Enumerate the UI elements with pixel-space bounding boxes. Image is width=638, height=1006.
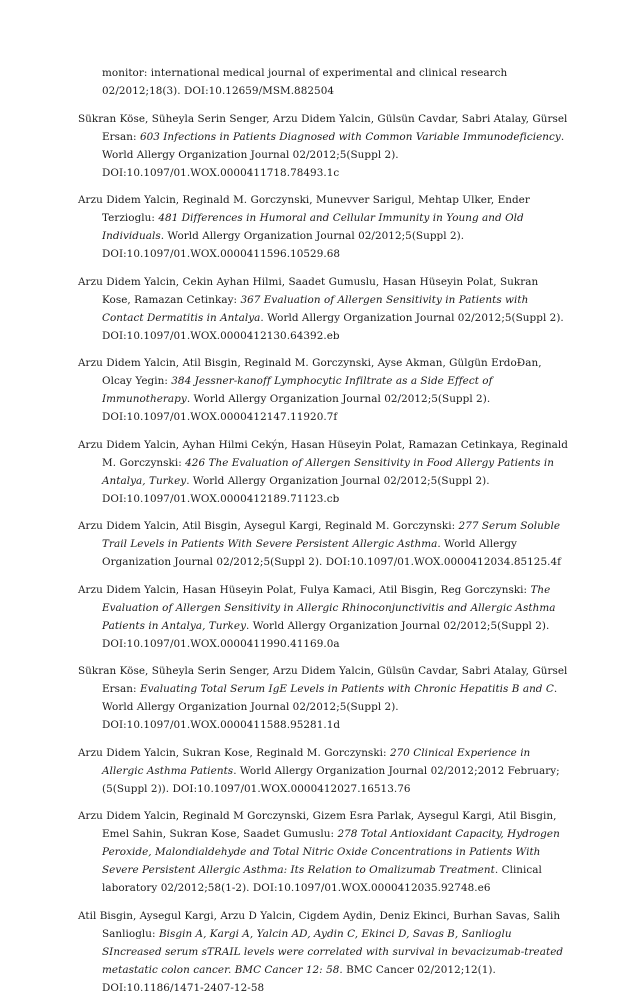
reference-item xyxy=(78,744,568,798)
reference-title: Bisgin A, Kargi A, Yalcin AD, Aydin C, Ekinci D, Savas B, Sanlioglu SIncreased serum sTRAIL levels were correlated with survival in bevacizumab-treated metastatic colon cancer. BMC Cancer 12: 58 xyxy=(102,927,564,976)
reference-list xyxy=(78,64,568,1006)
reference-item xyxy=(78,662,568,734)
reference-details: . World Allergy Organization Journal 02/2012;5(Suppl 2). DOI:10.1097/01.WOX.0000411718.78493.1c xyxy=(102,130,565,179)
reference-details: . BMC Cancer 02/2012;12(1). DOI:10.1186/1471-2407-12-58 xyxy=(102,963,496,994)
reference-title: 481 Differences in Humoral and Cellular Immunity in Young and Old Individuals xyxy=(102,212,524,242)
reference-title: 426 The Evaluation of Allergen Sensitivity in Food Allergy Patients in Antalya, Turkey xyxy=(102,456,554,487)
reference-title: 277 Serum Soluble Trail Levels in Patients With Severe Persistent Allergic Asthma xyxy=(102,520,561,550)
reference-details: . World Allergy Organization Journal 02/2012;5(Suppl 2). DOI:10.1097/01.WOX.0000412189.71123.cb xyxy=(102,474,490,505)
reference-details: . World Allergy Organization Journal 02/2012;5(Suppl 2). DOI:10.1097/01.WOX.0000411596.10529.68 xyxy=(102,230,465,260)
reference-item xyxy=(78,110,568,182)
reference-authors: Arzu Didem Yalcin, Reginald M. Gorczynski, Munevver Sarigul, Mehtap Ulker, Ender Terzioglu: xyxy=(78,194,530,224)
reference-title: 367 Evaluation of Allergen Sensitivity in Patients with Contact Dermatitis in Antalya xyxy=(102,293,529,324)
reference-details: . World Allergy Organization Journal 02/2012;5(Suppl 2). DOI:10.1097/01.WOX.0000412034.85125.4f xyxy=(102,538,562,568)
reference-details: . World Allergy Organization Journal 02/2012;5(Suppl 2). DOI:10.1097/01.WOX.0000412147.11920.7f xyxy=(102,393,491,423)
reference-details: . Clinical laboratory 02/2012;58(1-2). DOI:10.1097/01.WOX.0000412035.92748.e6 xyxy=(102,864,542,894)
reference-item xyxy=(78,273,568,345)
reference-details: . World Allergy Organization Journal 02/2012;5(Suppl 2). DOI:10.1097/01.WOX.0000412130.64392.eb xyxy=(102,311,564,342)
reference-authors: Arzu Didem Yalcin, Cekin Ayhan Hilmi, Saadet Gumuslu, Hasan Hüseyin Polat, Sukran Kose, Ramazan Cetinkay: xyxy=(78,275,539,306)
reference-authors: Atil Bisgin, Aysegul Kargi, Arzu D Yalcin, Cigdem Aydin, Deniz Ekinci, Burhan Savas, Salih Sanlioglu: xyxy=(78,909,561,940)
reference-item xyxy=(78,436,568,508)
reference-authors: Sükran Köse, Süheyla Serin Senger, Arzu Didem Yalcin, Gülsün Cavdar, Sabri Atalay, Gürsel Ersan: xyxy=(78,112,568,143)
reference-item xyxy=(78,354,568,426)
reference-title: 278 Total Antioxidant Capacity, Hydrogen Peroxide, Malondialdehyde and Total Nitric Oxide Concentrations in Patients With Severe Persistent Allergic Asthma: Its Relation to Omalizumab Treatment xyxy=(102,828,560,876)
reference-item xyxy=(78,191,568,263)
reference-details: monitor: international medical journal of experimental and clinical research 02/2012;18(3). DOI:10.12659/MSM.882504 xyxy=(102,67,508,97)
reference-title: 603 Infections in Patients Diagnosed with Common Variable Immunodeficiency xyxy=(139,130,561,143)
reference-title: 384 Jessner-kanoff Lymphocytic Infiltrate as a Side Effect of Immunotherapy xyxy=(102,375,493,405)
reference-item xyxy=(78,907,568,997)
reference-item xyxy=(78,581,568,653)
reference-details: . World Allergy Organization Journal 02/2012;5(Suppl 2). DOI:10.1097/01.WOX.0000411990.41169.0a xyxy=(102,619,550,650)
reference-item xyxy=(78,807,568,897)
reference-authors: Arzu Didem Yalcin, Hasan Hüseyin Polat, Fulya Kamaci, Atil Bisgin, Reg Gorczynski: xyxy=(78,583,531,596)
reference-details: . World Allergy Organization Journal 02/2012;2012 February;(5(Suppl 2)). DOI:10.1097/01.WOX.0000412027.16513.76 xyxy=(102,764,560,795)
reference-authors: Arzu Didem Yalcin, Ayhan Hilmi Cekýn, Hasan Hüseyin Polat, Ramazan Cetinkaya, Reginald M. Gorczynski: xyxy=(78,438,568,469)
reference-title: The Evaluation of Allergen Sensitivity in Allergic Rhinoconjunctivitis and Allergic Asthma Patients in Antalya, Turkey xyxy=(102,583,556,632)
reference-authors: Arzu Didem Yalcin, Atil Bisgin, Aysegul Kargi, Reginald M. Gorczynski: xyxy=(78,520,459,532)
reference-authors: Arzu Didem Yalcin, Reginald M Gorczynski, Gizem Esra Parlak, Aysegul Kargi, Atil Bisgin, Emel Sahin, Sukran Kose, Saadet Gumuslu: xyxy=(78,810,557,840)
reference-authors: Arzu Didem Yalcin, Atil Bisgin, Reginald M. Gorczynski, Ayse Akman, Gülgün ErdoĐan, Olcay Yegin: xyxy=(78,357,542,387)
reference-authors: Arzu Didem Yalcin, Sukran Kose, Reginald M. Gorczynski: xyxy=(78,746,390,759)
reference-authors: Sükran Köse, Süheyla Serin Senger, Arzu Didem Yalcin, Gülsün Cavdar, Sabri Atalay, Gürsel Ersan: xyxy=(78,665,568,695)
reference-item xyxy=(78,64,568,100)
reference-details: . World Allergy Organization Journal 02/2012;5(Suppl 2). DOI:10.1097/01.WOX.0000411588.95281.1d xyxy=(102,683,558,731)
reference-title: 270 Clinical Experience in Allergic Asthma Patients xyxy=(102,746,531,777)
reference-title: Evaluating Total Serum IgE Levels in Patients with Chronic Hepatitis B and C xyxy=(139,683,554,695)
reference-item xyxy=(78,517,568,571)
